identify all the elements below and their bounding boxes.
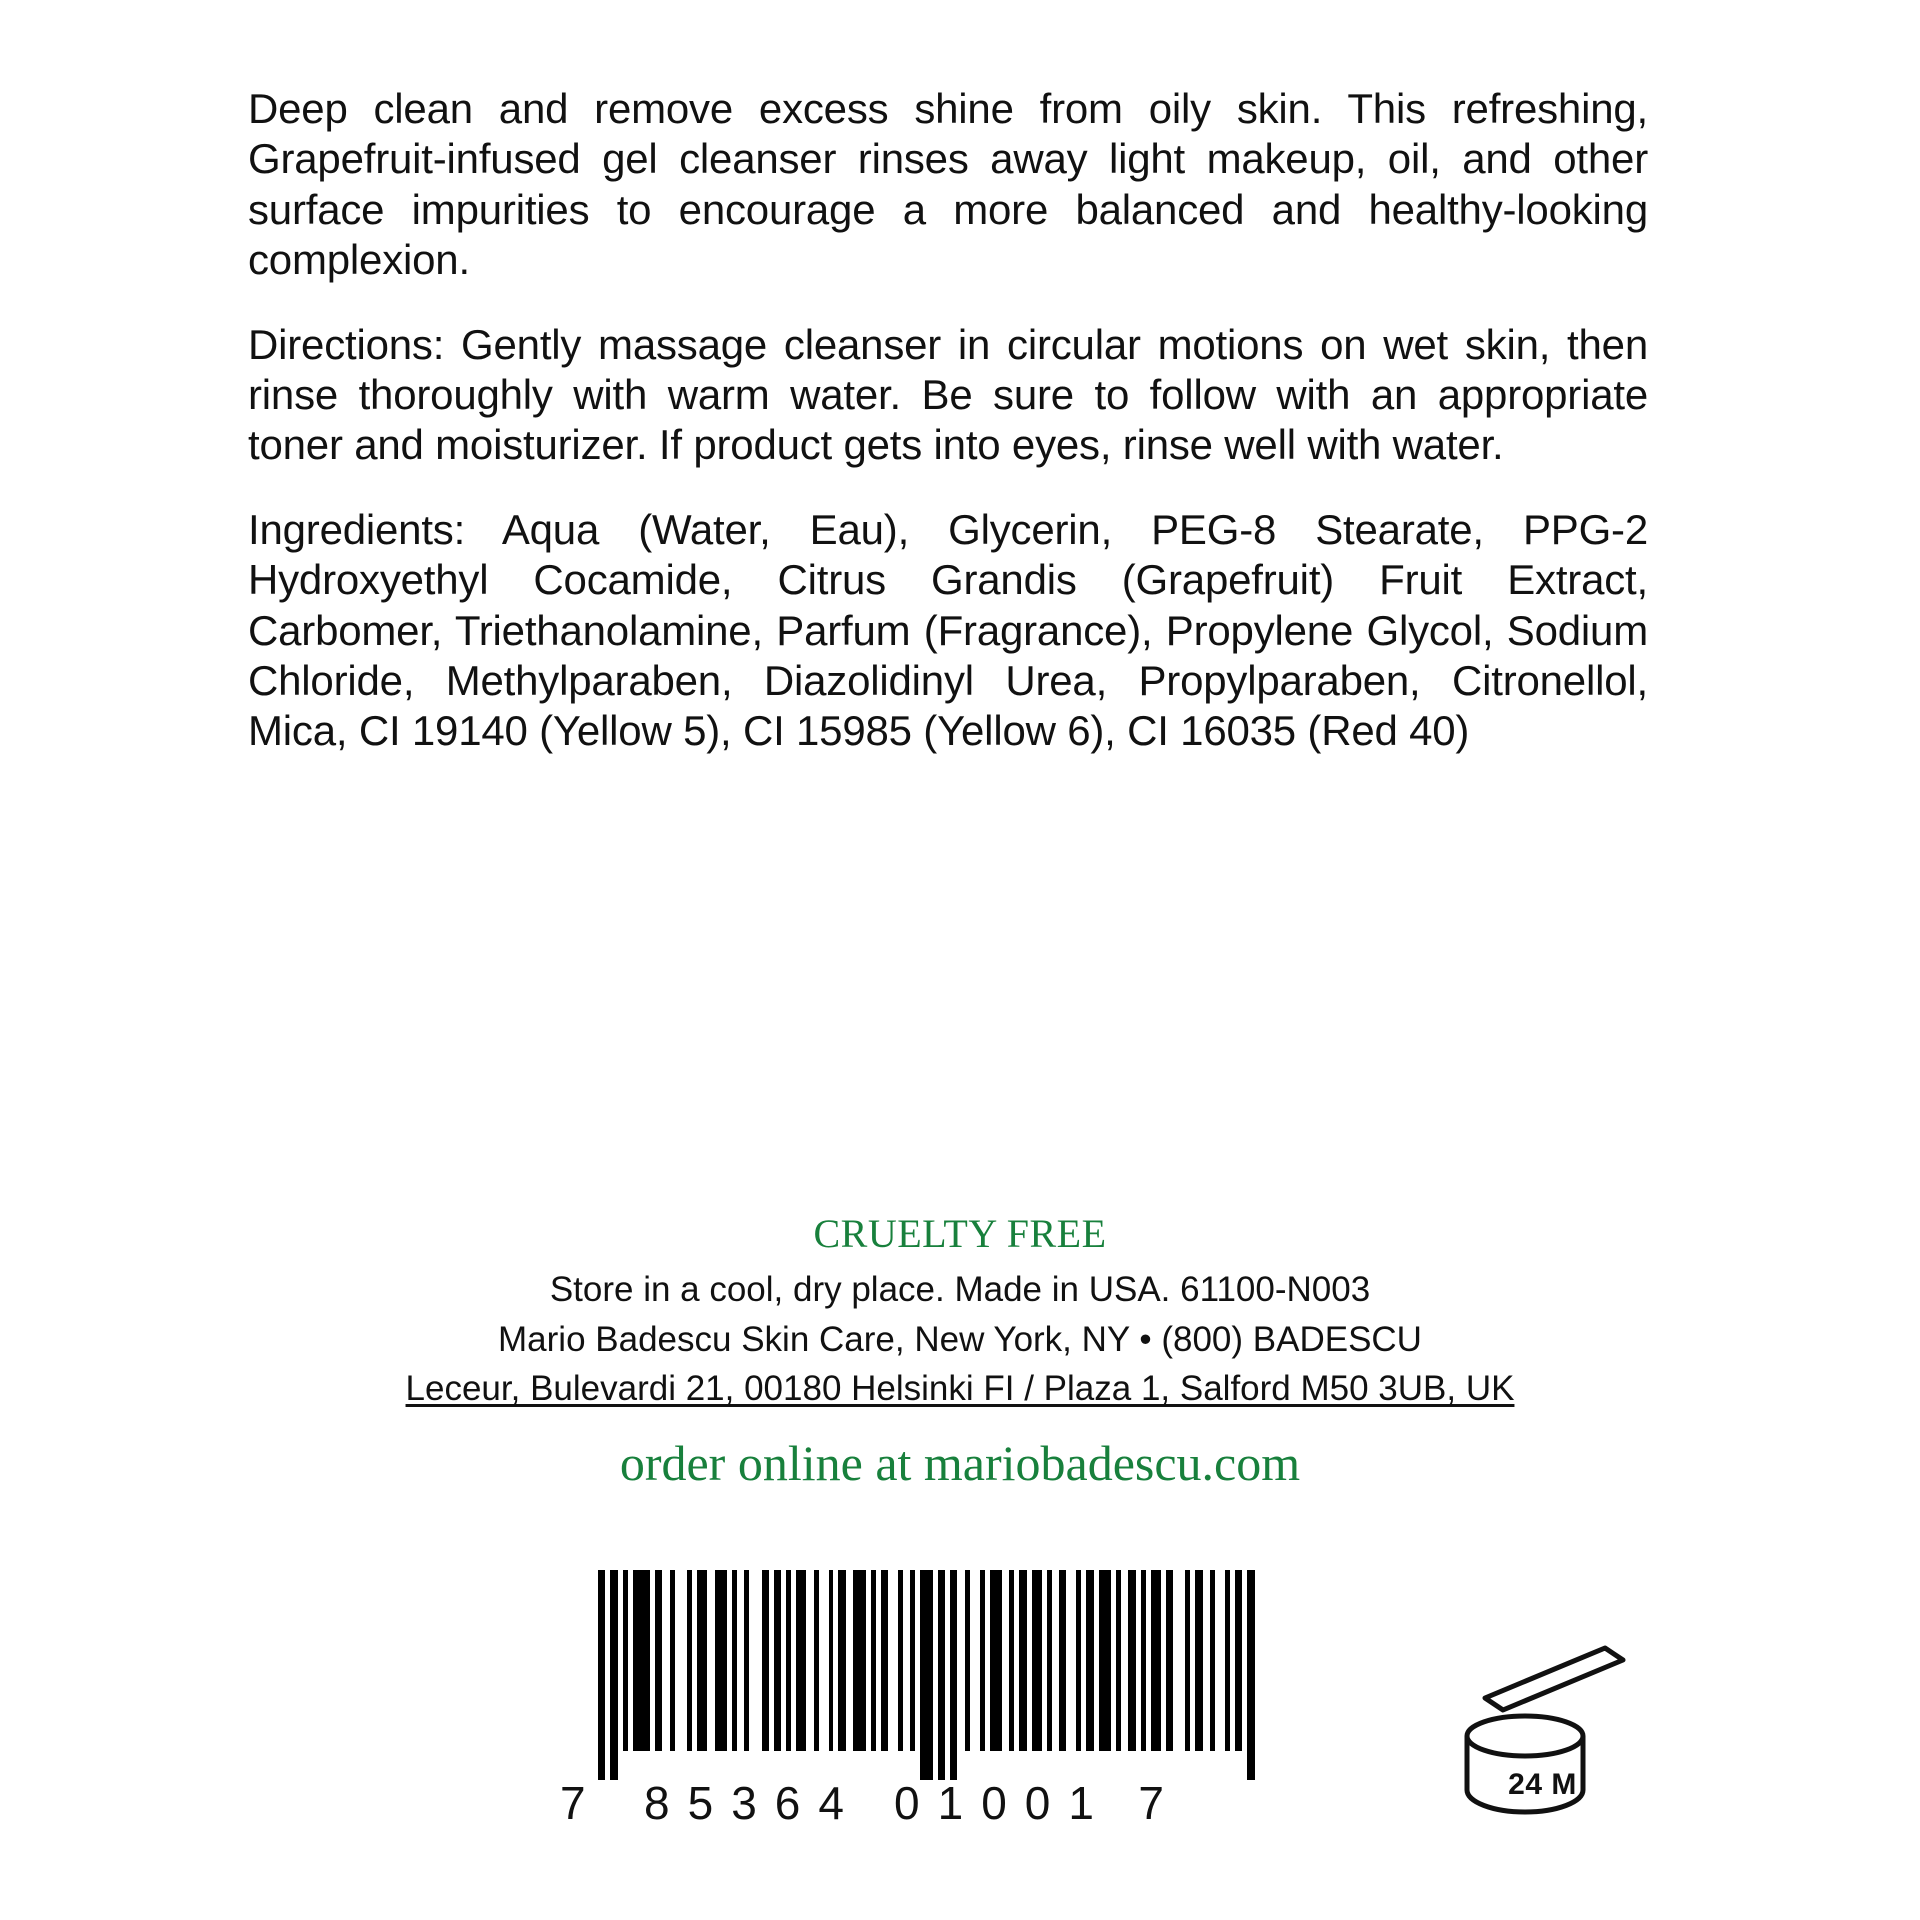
product-description: Deep clean and remove excess shine from oily skin. This refreshing, Grapefruit-infused gel cleanser rinses away light makeup, oil, and other surface impurities to encourage a more balanced and healthy-looking complexion. (248, 85, 1648, 284)
company-info: Mario Badescu Skin Care, New York, NY • (800) BADESCU (498, 1319, 1422, 1359)
directions-text: Gently massage cleanser in circular motions on wet skin, then rinse thoroughly with warm water. Be sure to follow with an appropriate toner and moisturizer. If product gets into eyes, rinse well with water. (248, 320, 1648, 469)
label-footer (0, 1210, 1920, 1492)
barcode-group-1: 85364 (644, 1777, 862, 1829)
directions-label: Directions: (248, 320, 445, 368)
barcode-group-2: 01001 (894, 1777, 1112, 1829)
order-online-link: order online at mariobadescu.com (619, 1434, 1301, 1491)
ingredients-paragraph (248, 505, 1648, 757)
barcode-digit-right: 7 (1138, 1777, 1168, 1829)
barcode-bars (598, 1570, 1260, 1780)
barcode (560, 1570, 1260, 1830)
period-after-opening-icon (1455, 1640, 1630, 1830)
cruelty-free-badge: CRUELTY FREE (813, 1211, 1107, 1256)
ingredients-text: Aqua (Water, Eau), Glycerin, PEG-8 Stearate, PPG-2 Hydroxyethyl Cocamide, Citrus Grandis (Grapefruit) Fruit Extract, Carbomer, Triethanolamine, Parfum (Fragrance), Propylene Glycol, Sodium Chloride, Methylparaben, Diazolidinyl Urea, Propylparaben, Citronellol, Mica, CI 19140 (Yellow 5), CI 15985 (Yellow 6), CI 16035 (Red 40) (248, 505, 1648, 755)
pao-label: 24 M (1508, 1768, 1577, 1801)
storage-info: Store in a cool, dry place. Made in USA. 61100-N003 (549, 1270, 1371, 1309)
barcode-digits (560, 1776, 1260, 1830)
barcode-digit-left: 7 (560, 1777, 590, 1829)
label-body-copy (248, 84, 1648, 757)
directions-paragraph (248, 320, 1648, 471)
ingredients-label: Ingredients: (248, 505, 466, 553)
eu-address: Leceur, Bulevardi 21, 00180 Helsinki FI / Plaza 1, Salford M50 3UB, UK (405, 1369, 1515, 1408)
